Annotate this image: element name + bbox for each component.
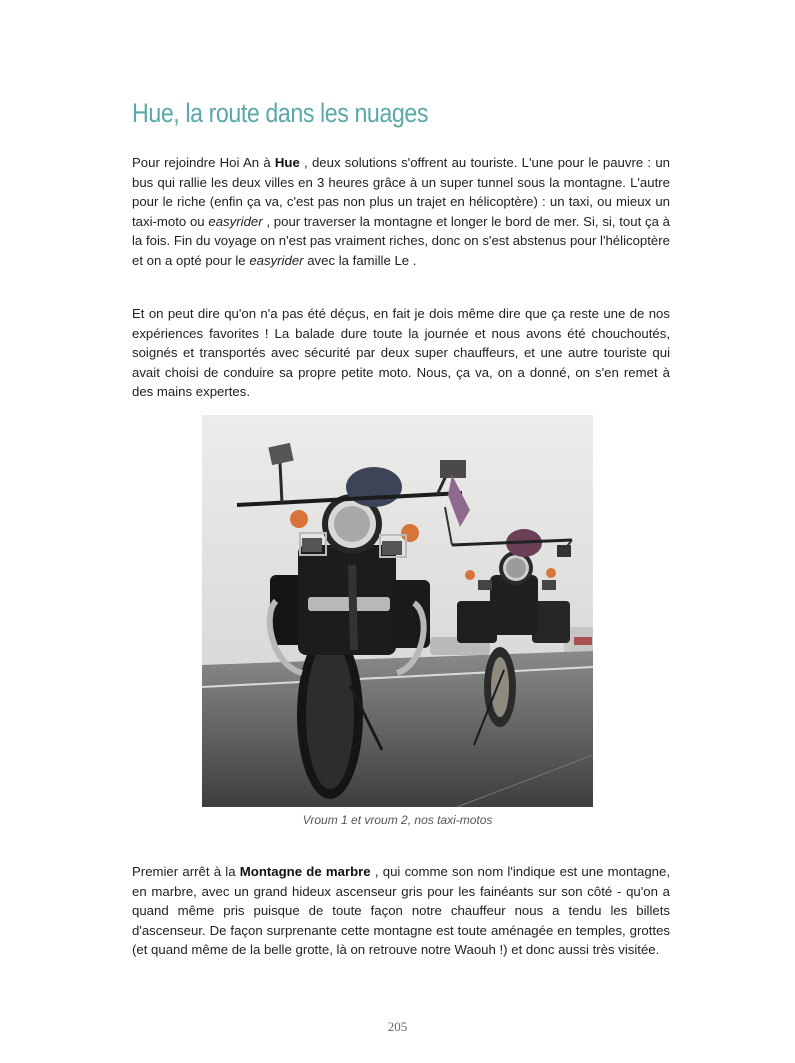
italic-easyrider: easyrider: [249, 252, 304, 268]
bold-place-hue: Hue: [274, 155, 300, 170]
section-title: Hue, la route dans les nuages: [132, 98, 429, 128]
motorbikes-illustration: [202, 415, 593, 807]
motorbikes-photo: [202, 415, 593, 807]
text-run: Premier arrêt à la: [132, 864, 240, 879]
page-number: 205: [387, 1019, 408, 1034]
bold-place-marble-mountain: Montagne de marbre: [239, 864, 371, 879]
photo-caption: Vroum 1 et vroum 2, nos taxi-motos: [302, 813, 493, 827]
text-run: , pour traverser la montagne et longer le bord de mer. Si, si, tout ça à la fois. Fin du voyage on n'est pas vraiment riches, donc on s'est abstenus pour l'hélicoptère et on a opté pour le: [132, 213, 670, 268]
text-run: , qui comme son nom l'indique est une montagne, en marbre, avec un grand hideux ascenseur gris pour les fainéants sur son côté - qu'on a quand même pris puisque de toute façon notre chauffeur nous a tendu les billets d'ascenseur. De façon surprenante cette montagne est toute aménagée en temples, grottes (et quand même de la belle grotte, là on retrouve notre Waouh !) et donc aussi très visitée.: [132, 864, 670, 958]
paragraph-hue-intro: [132, 153, 670, 271]
paragraph-marble-mountain: [132, 862, 670, 960]
text-run: avec la famille Le .: [303, 252, 417, 268]
text-run: , deux solutions s'offrent au touriste. L'une pour le pauvre : un bus qui rallie les deux villes en 3 heures grâce à un super tunnel sous la montagne. L'autre pour le riche (enfin ça va, c'est pas non plus un trajet en hélicoptère) : un taxi, ou mieux un taxi-moto ou: [132, 155, 670, 229]
paragraph-experience: Et on peut dire qu'on n'a pas été déçus, en fait je dois même dire que ça reste une de nos expériences favorites ! La balade dure toute la journée et nous avons été chouchoutés, soignés et transportés avec sécurité par deux super chauffeurs, et une autre touriste qui avait choisi de conduire sa propre petite moto. Nous, ça va, on a donné, on s'en remet à des mains expertes.: [132, 306, 670, 400]
italic-easyrider: easyrider: [208, 213, 263, 229]
text-run: Pour rejoindre Hoi An à: [132, 155, 275, 170]
